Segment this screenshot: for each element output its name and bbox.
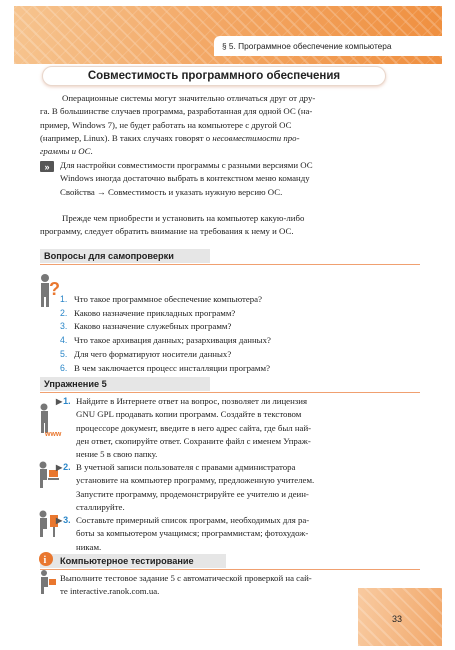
intro-line: граммы и ОС. (40, 146, 93, 157)
note-line: Для настройки совместимости программы с разными версиями ОС (60, 160, 313, 170)
intro-line: (например, Linux). В таких случаях говорят о несовместимости про- (40, 132, 300, 143)
list-item: 1. Что такое программное обеспечение компьютера? (60, 294, 262, 304)
advice-paragraph (40, 212, 420, 239)
testing-paragraph: Выполните тестовое задание 5 с автоматической проверкой на сай- те interactive.ranok.com.ua. (60, 573, 312, 597)
intro-line: Операционные системы могут значительно отличаться друг от дру- (62, 93, 316, 103)
list-item: 6. В чем заключается процесс инсталляции программ? (60, 362, 270, 373)
intro-paragraph (40, 92, 420, 158)
list-item: 3. Каково назначение служебных программ? (60, 321, 232, 332)
list-item: 5. Для чего форматируют носители данных? (60, 348, 232, 359)
page-title: Совместимость программного обеспечения (42, 66, 386, 86)
test-info-icon (36, 551, 58, 595)
note-line: Свойства → Совместимость и указать нужную версию ОС. (60, 186, 283, 197)
intro-term: несовместимости про- (212, 132, 300, 143)
svg-text:i: i (43, 555, 47, 566)
intro-term-cont: граммы и ОС (40, 146, 91, 157)
advice-line: программу, следует обратить внимание на требования к нему и ОС. (40, 226, 294, 237)
intro-line: пример, Windows 7), не будет работать на компьютере с другой ОС (40, 119, 292, 130)
exercise-item: Составьте примерный список программ, необходимых для ра- боты за компьютером учащимся; программистам; фотохудож- никам. (76, 515, 310, 552)
exercise-number: ▶1. (56, 396, 71, 406)
questions-rule (40, 264, 420, 265)
questions-heading: Вопросы для самопроверки (44, 251, 174, 261)
svg-text:?: ? (49, 279, 60, 299)
note-paragraph (60, 159, 420, 199)
question-person-icon (36, 271, 58, 311)
testing-rule (40, 569, 420, 570)
svg-text:www: www (45, 431, 62, 438)
list-item: 2. Каково назначение прикладных программ? (60, 307, 236, 318)
testing-heading: Компьютерное тестирование (60, 556, 194, 566)
exercise-item: Найдите в Интернете ответ на вопрос, позволяет ли лицензия GNU GPL продавать копии программ. Создайте в текстовом процессоре документ, введите в него адрес сайта, где был най- ден ответ, скопируйте ответ. Сохраните файл с именем Упраж- нение 5 в свою папку. (76, 396, 312, 460)
list-item: 4. Что такое архивация данных; разархивация данных? (60, 335, 271, 346)
exercise-number: ▶2. (56, 462, 71, 472)
exercise-number: ▶3. (56, 515, 71, 525)
exercise-rule (40, 392, 420, 393)
exercise-item: В учетной записи пользователя с правами администратора установите на компьютер программу, предложенную учителем. Запустите программу, продемонстрируйте ее учителю и деин- сталлируйте. (76, 462, 315, 512)
note-line: Windows иногда достаточно выбрать в контекстном меню команду (60, 173, 310, 184)
advice-line: Прежде чем приобрести и установить на компьютер какую-либо (62, 213, 305, 223)
questions-list (60, 293, 271, 375)
exercise-heading: Упражнение 5 (44, 379, 107, 389)
page-number: 33 (392, 614, 403, 624)
intro-line: га. В большинстве случаев программа, разработанная для одной ОС (на- (40, 106, 313, 117)
note-arrow-icon: » (40, 161, 54, 172)
textbook-page (14, 6, 442, 646)
internet-search-icon (36, 402, 60, 438)
section-header: § 5. Программное обеспечение компьютера (214, 36, 442, 56)
